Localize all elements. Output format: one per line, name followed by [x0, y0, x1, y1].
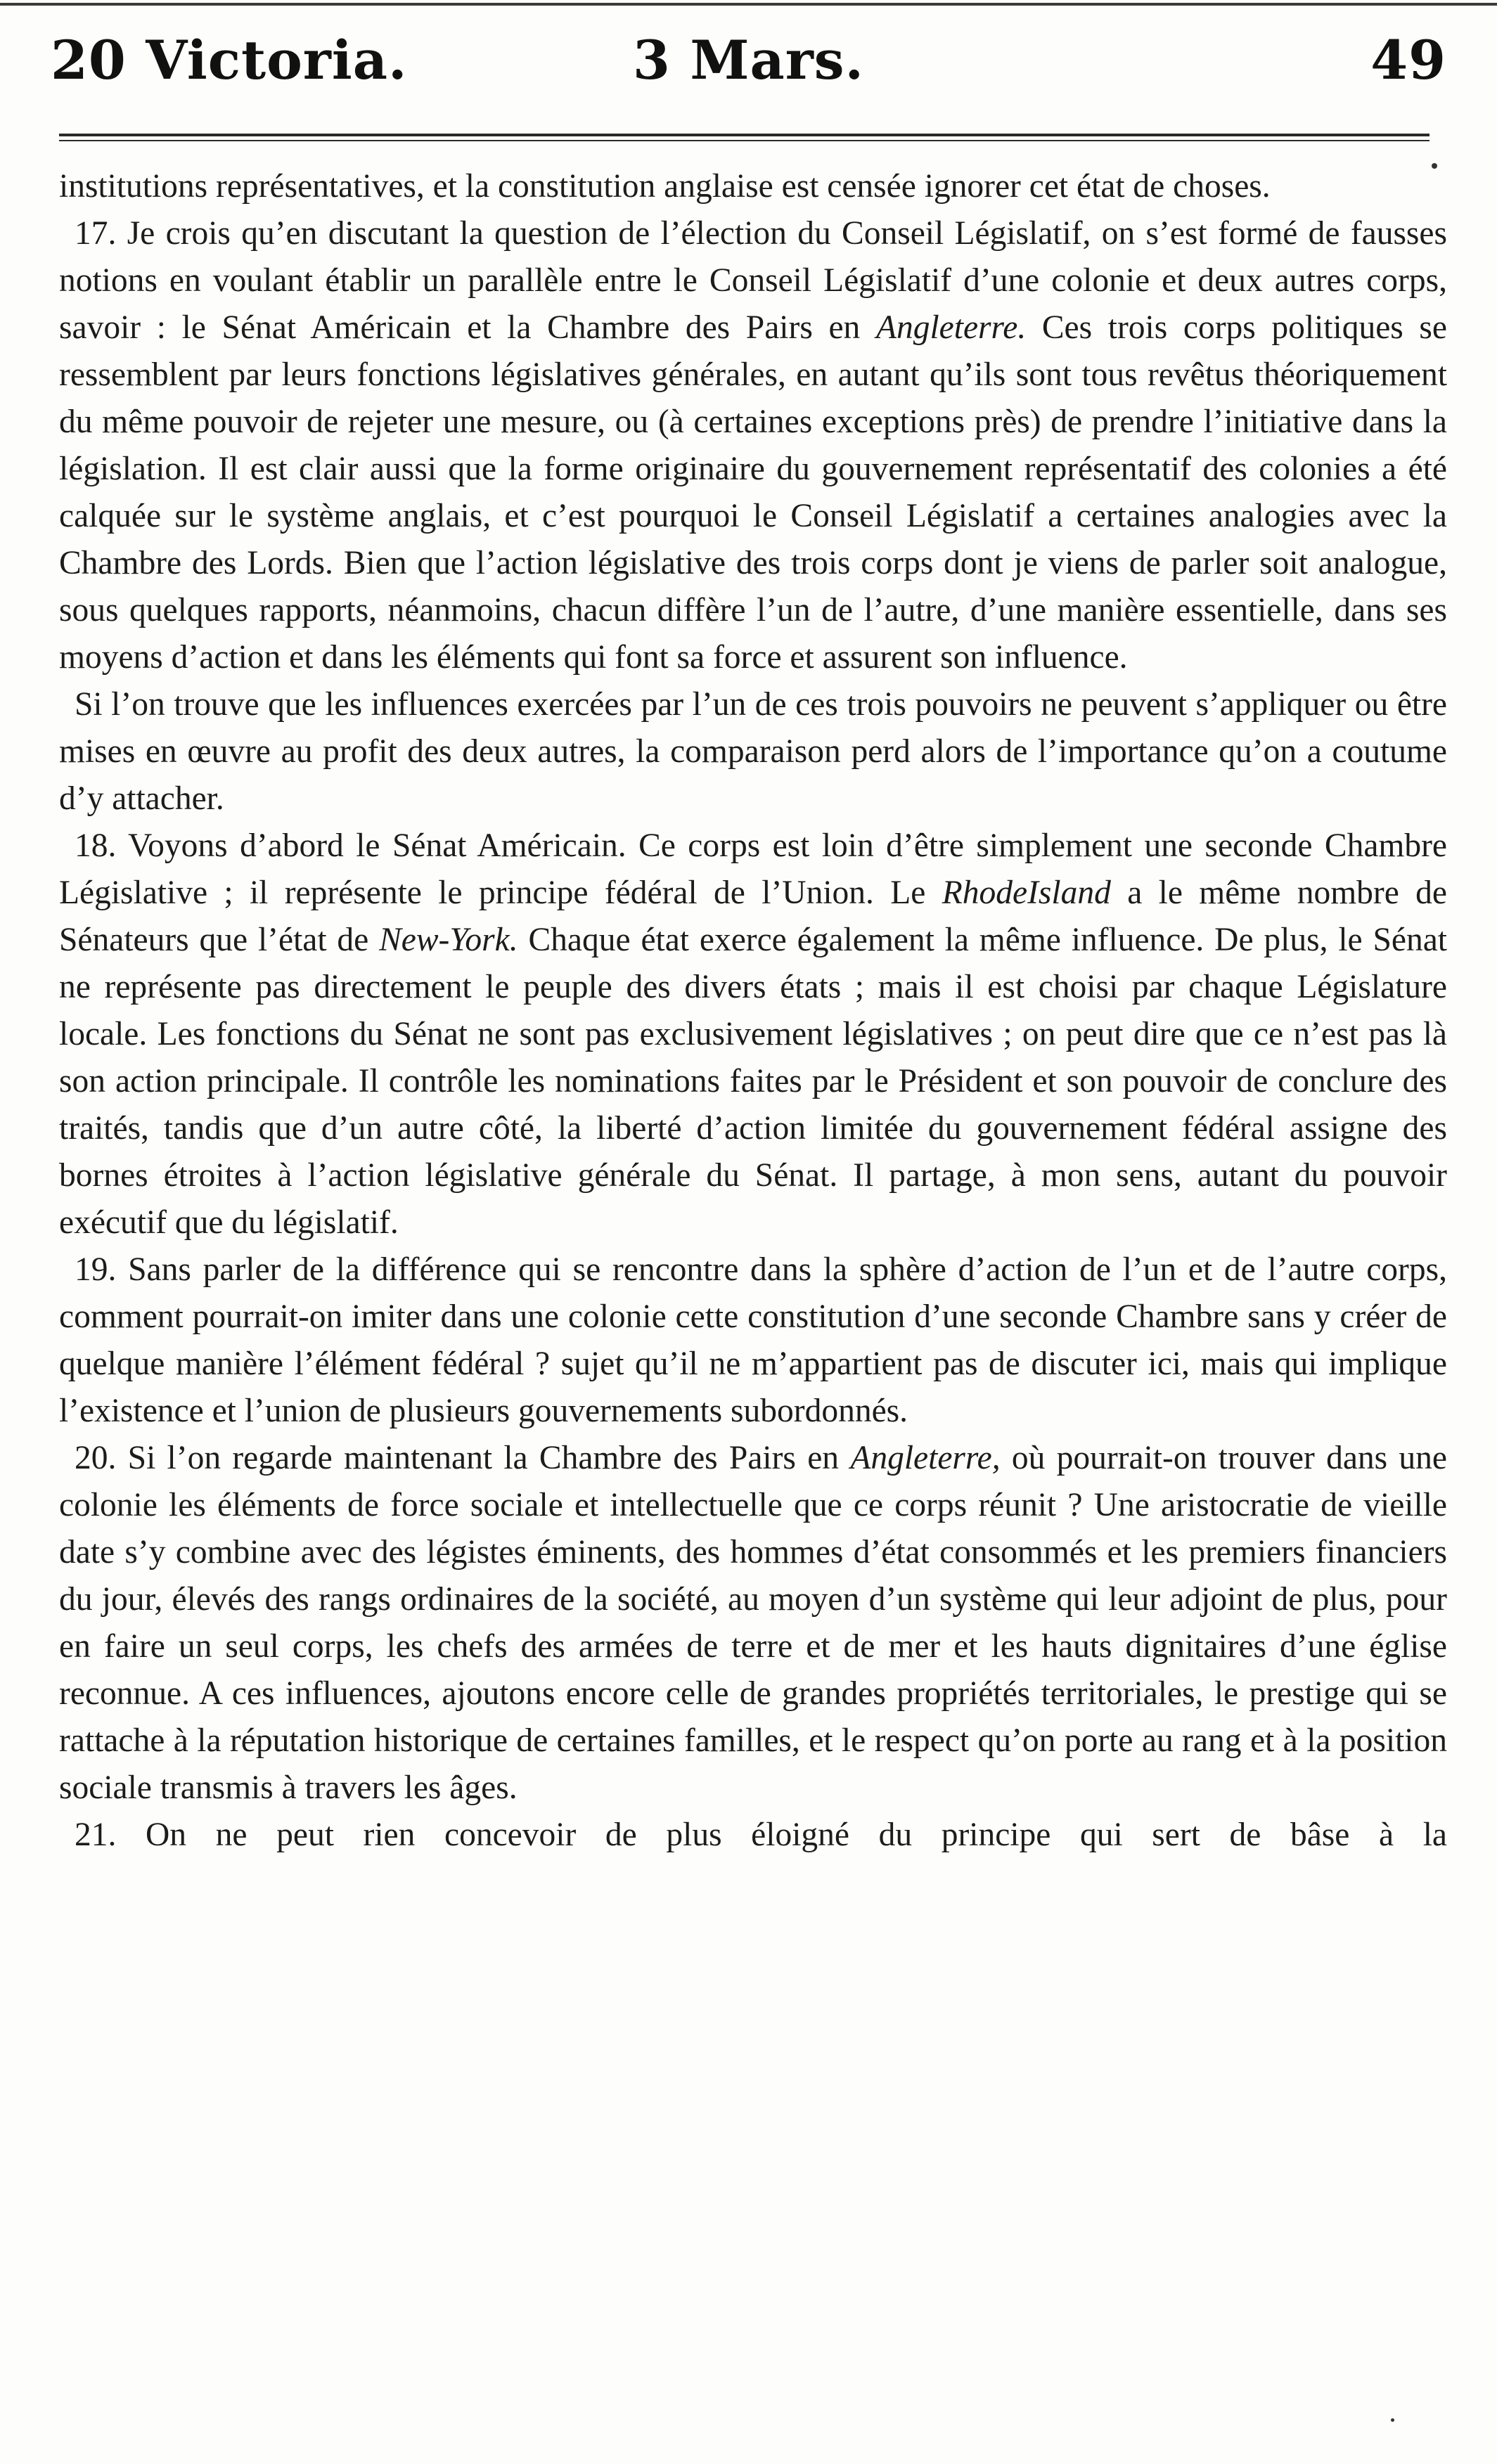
header-regnal-year: 20 Victoria. — [51, 29, 408, 91]
place-name-italic: Angleterre. — [875, 309, 1027, 346]
paragraph-17-continued: Si l’on trouve que les influences exercées par l’un de ces trois pouvoirs ne peuvent s’appliquer ou être mises en œuvre au profit des deux autres, la comparaison perd alors de l’importance qu’on a coutume d’y attacher. — [59, 686, 1447, 817]
page-number: 49 — [1370, 29, 1446, 91]
paragraph-continuation: institutions représentatives, et la constitution anglaise est censée ignorer cet état de choses. — [59, 168, 1271, 205]
scan-speck — [1391, 2418, 1394, 2422]
body-text — [59, 163, 1447, 1859]
place-name-italic: New-York. — [379, 922, 518, 958]
paragraph-18: 18. Voyons d’abord le Sénat Américain. Ce corps est loin d’être simplement une seconde Chambre Législative ; il représente le principe fédéral de l’Union. Le RhodeIsland a le même nombre de Sénateurs que l’état de New-York. Chaque état exerce également la même influence. De plus, le Sénat ne représente pas directement le peuple des divers états ; mais il est choisi par chaque Législature locale. Les fonctions du Sénat ne sont pas exclusivement législatives ; on peut dire que ce n’est pas là son action principale. Il contrôle les nominations faites par le Président et son pouvoir de conclure des traités, tandis que d’un autre côté, la liberté d’action limitée du gouvernement fédéral assigne des bornes étroites à l’action législative générale du Sénat. Il partage, à mon sens, autant du pouvoir exécutif que du législatif. — [59, 827, 1448, 1241]
paragraph-21: 21. On ne peut rien concevoir de plus éloigné du principe qui sert de bâse à la — [75, 1817, 1447, 1853]
paragraph-20: 20. Si l’on regarde maintenant la Chambre des Pairs en Angleterre, où pourrait-on trouver dans une colonie les éléments de force sociale et intellectuelle que ce corps réunit ? Une aristocratie de vieille date s’y combine avec des légistes éminents, des hommes d’état consommés et les premiers financiers du jour, élevés des rangs ordinaires de la société, au moyen d’un système qui leur adjoint de plus, pour en faire un seul corps, les chefs des armées de terre et de mer et les hauts dignitaires d’une église reconnue. A ces influences, ajoutons encore celle de grandes propriétés territoriales, le prestige qui se rattache à la réputation historique de certaines familles, et le respect qu’on porte au rang et à la position sociale transmis à travers les âges. — [59, 1440, 1448, 1806]
paragraph-19: 19. Sans parler de la différence qui se rencontre dans la sphère d’action de l’un et de l’autre corps, comment pourrait-on imiter dans une colonie cette constitution d’une seconde Chambre sans y créer de quelque manière l’élément fédéral ? sujet qu’il ne m’appartient pas de discuter ici, mais qui implique l’existence et l’union de plusieurs gouvernements subordonnés. — [59, 1251, 1447, 1429]
place-name-italic: RhodeIsland — [942, 875, 1111, 911]
running-header — [51, 25, 1446, 103]
paragraph-17: 17. Je crois qu’en discutant la question de l’élection du Conseil Législatif, on s’est formé de fausses notions en voulant établir un parallèle entre le Conseil Législatif d’une colonie et deux autres corps, savoir : le Sénat Américain et la Chambre des Pairs en Angleterre. Ces trois corps politiques se ressemblent par leurs fonctions législatives générales, en autant qu’ils sont tous revêtus théoriquement du même pouvoir de rejeter une mesure, ou (à certaines exceptions près) de prendre l’initiative dans la législation. Il est clair aussi que la forme originaire du gouvernement représentatif des colonies a été calquée sur le système anglais, et c’est pourquoi le Conseil Législatif a certaines analogies avec la Chambre des Lords. Bien que l’action législative des trois corps dont je viens de parler soit analogue, sous quelques rapports, néanmoins, chacun diffère l’un de l’autre, d’une manière essentielle, dans ses moyens d’action et dans les éléments qui font sa force et assurent son influence. — [59, 215, 1447, 676]
place-name-italic: Angleterre, — [850, 1440, 1001, 1476]
header-date: 3 Mars. — [633, 29, 864, 91]
top-border-rule — [0, 3, 1497, 6]
scan-speck — [1432, 163, 1437, 169]
header-double-rule — [59, 134, 1429, 145]
